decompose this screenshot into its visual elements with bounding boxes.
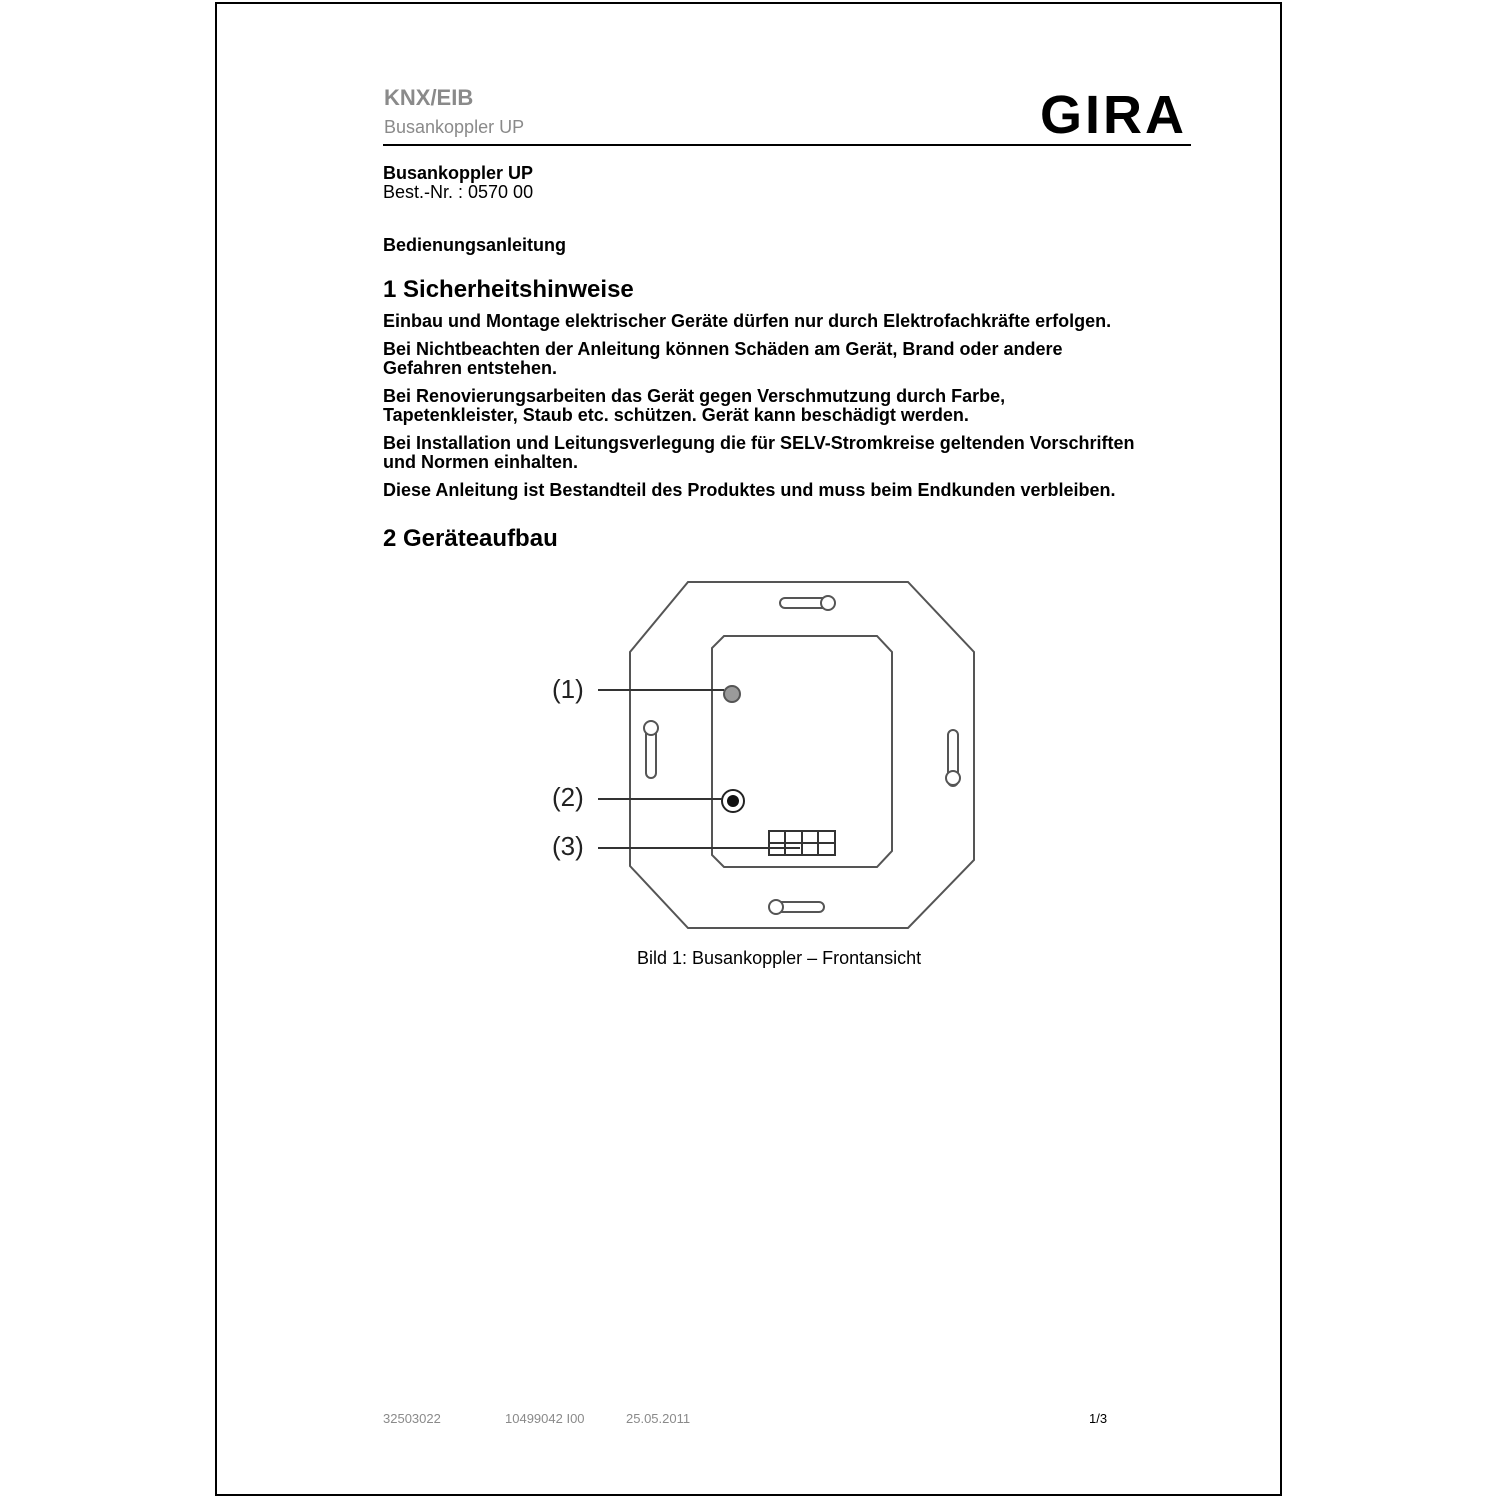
footer-version: 10499042 I00 (505, 1411, 585, 1426)
programming-button (727, 795, 739, 807)
device-front-view-diagram (540, 570, 1000, 940)
header-system: KNX/EIB (384, 85, 474, 110)
safety-paragraph: Diese Anleitung ist Bestandteil des Produktes und muss beim Endkunden verbleiben. (383, 480, 1116, 500)
gira-logo: GIRA (1040, 85, 1187, 145)
footer-date: 25.05.2011 (626, 1411, 691, 1426)
section-heading-device-structure: 2 Geräteaufbau (383, 525, 558, 552)
callout-label-3: (3) (552, 831, 584, 861)
product-name: Busankoppler UP (383, 163, 534, 183)
safety-paragraph: Bei Installation und Leitungsverlegung die für SELV-Stromkreise geltenden Vorschriften und Normen einhalten. (383, 433, 1135, 472)
callout-label-1: (1) (552, 674, 584, 704)
safety-paragraph: Bei Nichtbeachten der Anleitung können Schäden am Gerät, Brand oder andere Gefahren entstehen. (383, 339, 1063, 378)
figure-caption: Bild 1: Busankoppler – Frontansicht (637, 948, 922, 968)
footer-page-number: 1/3 (1089, 1411, 1108, 1426)
safety-paragraph: Bei Renovierungsarbeiten das Gerät gegen Verschmutzung durch Farbe, Tapetenkleister, Staub etc. schützen. Gerät kann beschädigt werden. (383, 386, 1006, 425)
safety-paragraph: Einbau und Montage elektrischer Geräte dürfen nur durch Elektrofachkräfte erfolgen. (383, 311, 1112, 331)
section-heading-safety: 1 Sicherheitshinweise (383, 276, 634, 303)
safety-paragraphs (383, 312, 1203, 509)
manual-title: Bedienungsanleitung (383, 235, 567, 255)
callout-label-2: (2) (552, 782, 584, 812)
footer-doc-id: 32503022 (383, 1411, 441, 1426)
programming-led (724, 686, 740, 702)
order-number: Best.-Nr. : 0570 00 (383, 182, 534, 202)
header-rule (383, 144, 1191, 146)
header-product: Busankoppler UP (384, 117, 525, 137)
